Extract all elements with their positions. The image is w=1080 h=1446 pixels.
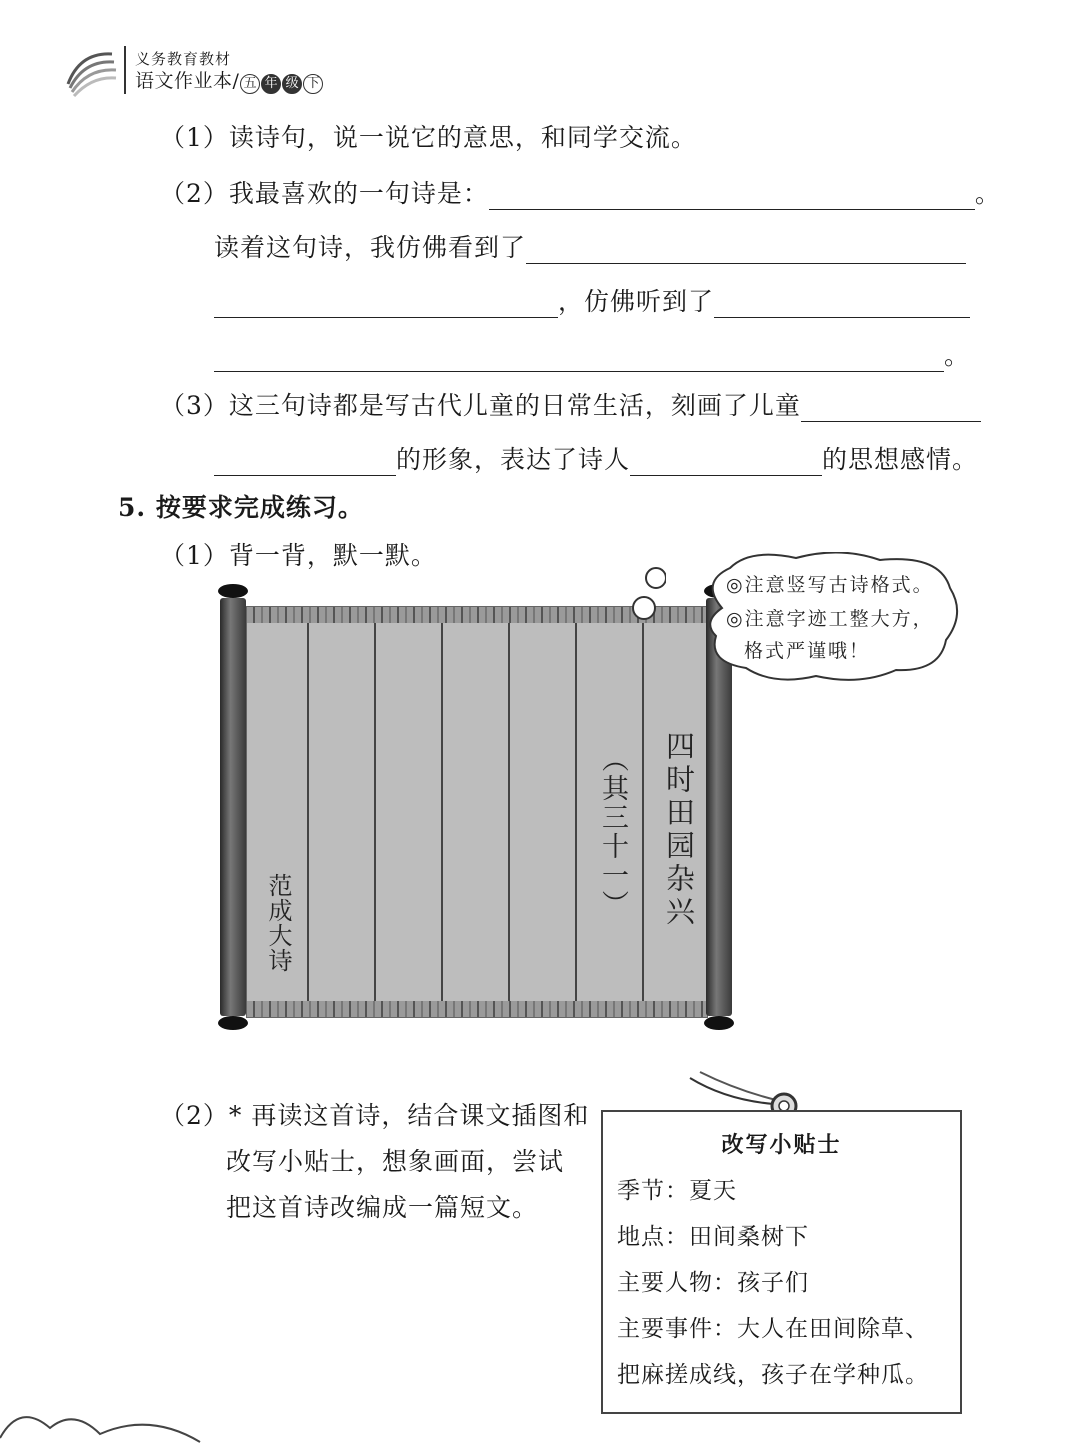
poem-subtitle: （其三十一） (597, 745, 628, 919)
question-text: 读诗句，说一说它的意思，和同学交流。 (228, 123, 697, 152)
end-mark: 。 (944, 341, 971, 370)
question-3 (160, 386, 981, 422)
question-text: 背一背，默一默。 (228, 541, 437, 570)
answer-blank-see-cont[interactable] (214, 291, 558, 318)
book-title-text: 语文作业本/ (135, 70, 240, 92)
grid-column-line (642, 623, 644, 1001)
answer-blank-feeling[interactable] (630, 449, 822, 476)
grid-column-line (307, 623, 309, 1001)
scroll-rod-left (218, 584, 248, 1030)
tips-events-line-1: 主要事件：大人在田间除草、 (617, 1316, 929, 1342)
section-5-question-2-line2: 改写小贴士，想象画面，尝试 (226, 1147, 565, 1176)
favorite-prompt: 我最喜欢的一句诗是： (228, 179, 489, 208)
question-number: （3） (160, 391, 229, 420)
tips-events-line-2: 把麻搓成线，孩子在学种瓜。 (617, 1362, 929, 1388)
section-5-question-1 (160, 536, 437, 572)
tip-line-2: ◎注意字迹工整大方， (726, 608, 934, 630)
section-5-question-2 (160, 1096, 589, 1132)
section-5-heading (118, 488, 364, 524)
grid-column-line (441, 623, 443, 1001)
answer-blank-image-a[interactable] (801, 395, 981, 422)
grade-char: 五 (240, 74, 260, 94)
tip-line-1: ◎注意竖写古诗格式。 (726, 574, 934, 596)
header-series: 义务教育教材 (135, 50, 232, 68)
end-mark: 。 (974, 179, 1001, 208)
poem-writing-grid[interactable] (246, 606, 708, 1018)
question-number: （1） (160, 123, 229, 152)
question-text: 这三句诗都是写古代儿童的日常生活，刻画了儿童 (228, 391, 801, 420)
answer-blank-hear-cont[interactable] (214, 345, 944, 372)
grid-column-line (374, 623, 376, 1001)
section-title: 按要求完成练习。 (155, 493, 364, 522)
question-2 (160, 174, 1001, 210)
tips-season: 季节：夏天 (617, 1178, 737, 1204)
grade-char: 级 (282, 74, 302, 94)
publisher-logo (62, 44, 120, 104)
question-text: 的形象，表达了诗人 (396, 445, 631, 474)
tips-characters: 主要人物：孩子们 (617, 1270, 809, 1296)
question-number: （1） (160, 541, 229, 570)
poem-title: 四时田园杂兴 (662, 731, 696, 929)
question-2-hear-line (214, 282, 970, 318)
grid-column-line (508, 623, 510, 1001)
answer-blank-favorite[interactable] (489, 183, 975, 210)
question-2-see-line (214, 228, 966, 264)
section-number: 5. (118, 493, 147, 522)
see-prompt: 读着这句诗，我仿佛看到了 (214, 233, 527, 262)
question-number: （2） (160, 179, 229, 208)
grade-char: 下 (303, 74, 323, 94)
answer-blank-hear[interactable] (714, 291, 970, 318)
poem-author: 范成大诗 (264, 873, 292, 973)
answer-blank-see[interactable] (526, 237, 966, 264)
question-number: （2）* (160, 1101, 243, 1130)
tip-line-3: 格式严谨哦！ (744, 640, 871, 662)
question-1 (160, 118, 697, 154)
section-5-question-2-line3: 把这首诗改编成一篇短文。 (226, 1193, 539, 1222)
question-3-line2 (214, 440, 978, 476)
tips-card-title: 改写小贴士 (721, 1132, 842, 1158)
tip-thought-bubble (700, 552, 962, 684)
header-book-title (135, 66, 323, 94)
rewrite-tips-card (601, 1110, 962, 1414)
grid-column-line (575, 623, 577, 1001)
tips-place: 地点：田间桑树下 (617, 1224, 809, 1250)
grade-char: 年 (261, 74, 281, 94)
question-2-last-line (214, 336, 970, 372)
header-divider (124, 46, 126, 94)
hear-prompt: ，仿佛听到了 (558, 287, 715, 316)
question-text: 的思想感情。 (822, 445, 979, 474)
thought-bubble-dots (626, 566, 666, 622)
decorative-cloud-icon (0, 1398, 240, 1446)
answer-blank-image-b[interactable] (214, 449, 396, 476)
scroll-border-bottom (247, 1001, 707, 1017)
question-text: 再读这首诗，结合课文插图和 (251, 1101, 590, 1130)
